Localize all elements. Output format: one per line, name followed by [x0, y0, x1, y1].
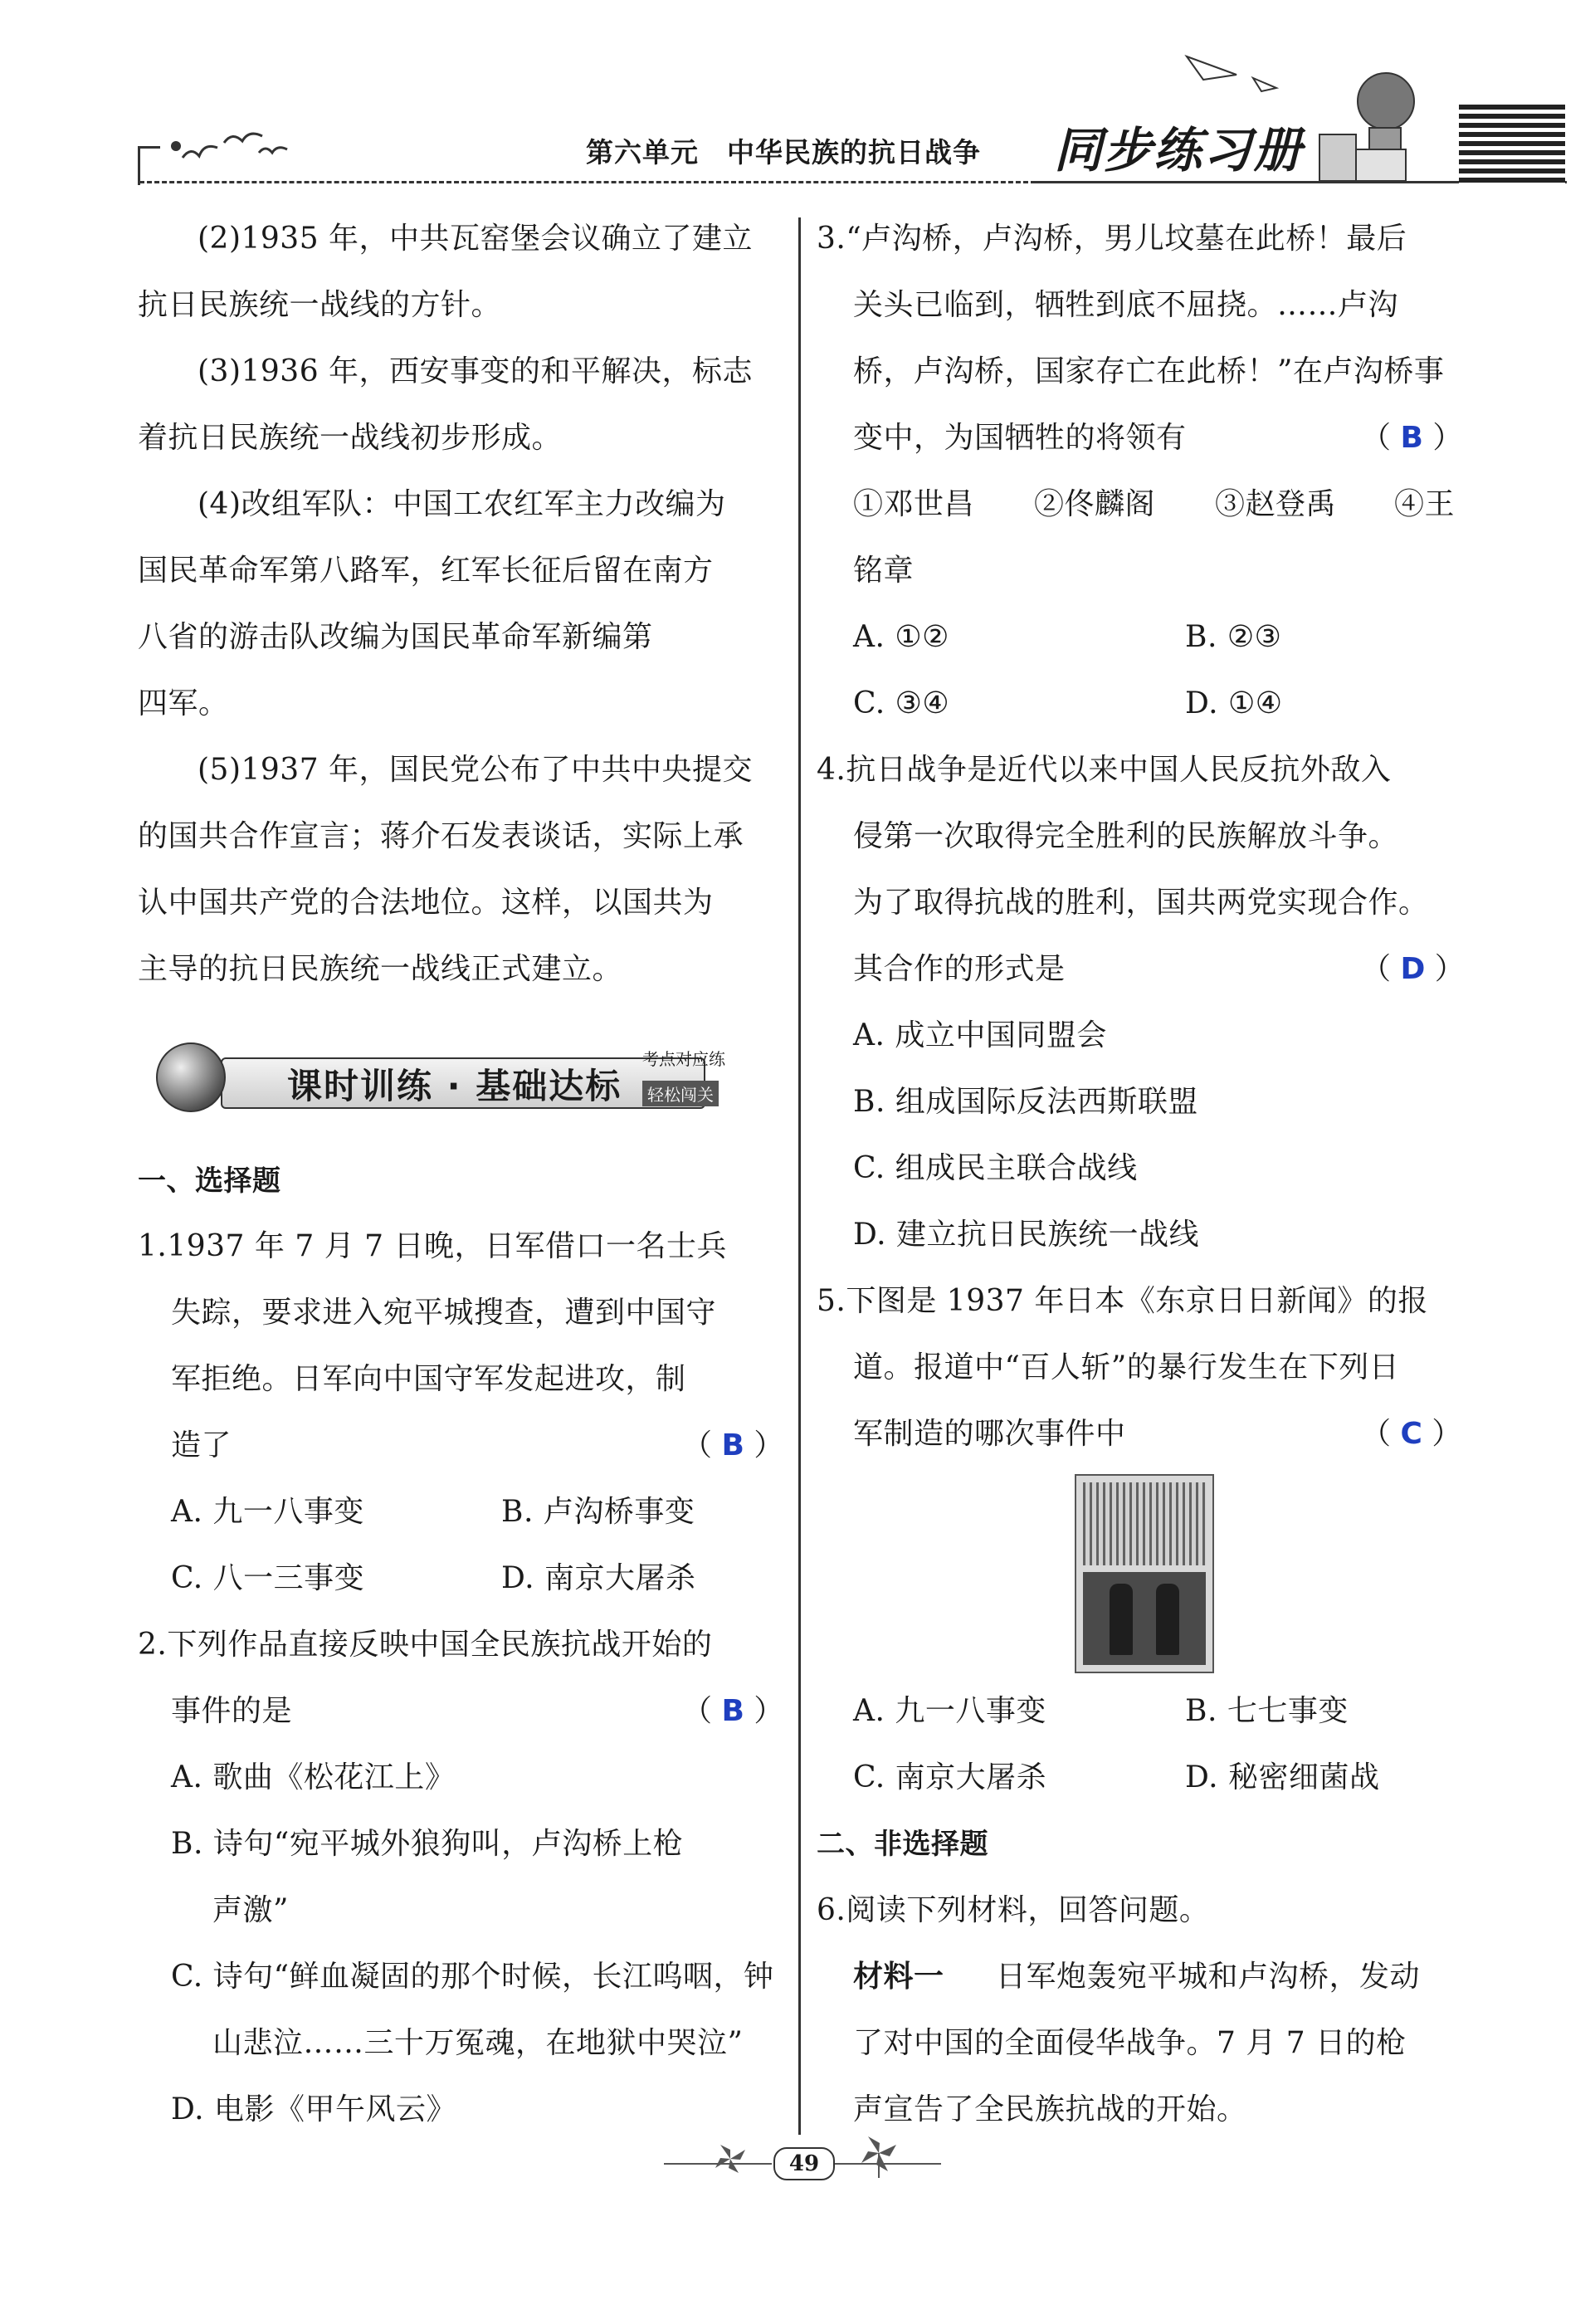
q2-option-a: A. 歌曲《松花江上》 — [171, 1760, 456, 1794]
q1-option-d: D. 南京大屠杀 — [501, 1561, 696, 1595]
photo-figure-left — [1110, 1584, 1133, 1655]
q5-line-3: 军制造的哪次事件中 — [853, 1417, 1126, 1451]
q6-intro: 6.阅读下列材料，回答问题。 — [817, 1893, 1210, 1927]
q3-option-c: C. ③④ — [853, 686, 950, 720]
q3-line-2: 关头已临到，牺牲到底不屈挠。……卢沟 — [853, 288, 1399, 322]
section-banner — [141, 1039, 778, 1116]
q4-option-a: A. 成立中国同盟会 — [853, 1018, 1107, 1052]
q1-answer: （ B ） — [682, 1428, 784, 1462]
q3-item-2: ②佟麟阁 — [1034, 487, 1156, 521]
q3-line-3: 桥，卢沟桥，国家存亡在此桥！”在卢沟桥事 — [853, 354, 1445, 388]
q5-line-2: 道。报道中“百人斩”的暴行发生在下列日 — [853, 1350, 1400, 1384]
q1-option-a: A. 九一八事变 — [171, 1495, 364, 1529]
q1-option-c: C. 八一三事变 — [171, 1561, 365, 1595]
paragraph-5-line-2: 的国共合作宣言；蒋介石发表谈话，实际上承 — [138, 819, 744, 853]
q3-item-4: ④王 — [1394, 487, 1456, 521]
banner-subtitle-1: 考点对应练 — [642, 1049, 725, 1069]
q2-answer-value: B — [721, 1694, 744, 1728]
q3-line-4: 变中，为国牺牲的将领有 — [853, 421, 1187, 455]
paper-plane-globe-icon — [1178, 42, 1427, 183]
paragraph-2-line-1: (2)1935 年，中共瓦窑堡会议确立了建立 — [198, 222, 754, 256]
q5-line-1: 5.下图是 1937 年日本《东京日日新闻》的报 — [817, 1284, 1428, 1318]
newspaper-photo-block — [1083, 1572, 1206, 1665]
paragraph-4-line-3: 八省的游击队改编为国民革命军新编第 — [138, 620, 653, 654]
q2-option-b-line-2: 声激” — [212, 1893, 289, 1927]
q2-line-1: 2.下列作品直接反映中国全民族抗战开始的 — [138, 1628, 713, 1662]
pinwheel-icon-left — [705, 2138, 755, 2180]
page-number: 49 — [773, 2147, 835, 2180]
paragraph-5-line-3: 认中国共产党的合法地位。这样，以国共为 — [138, 886, 714, 920]
q6-material-label: 材料一 — [853, 1960, 944, 1994]
banner-subtitle-2: 轻松闯关 — [642, 1081, 719, 1106]
paragraph-4-line-2: 国民革命军第八路军，红军长征后留在南方 — [138, 554, 714, 588]
unit-title: 第六单元 中华民族的抗日战争 — [586, 136, 981, 168]
q2-option-b-line-1: B. 诗句“宛平城外狼狗叫，卢沟桥上枪 — [171, 1827, 684, 1861]
q5-option-c: C. 南京大屠杀 — [853, 1760, 1047, 1794]
q4-line-3: 为了取得抗战的胜利，国共两党实现合作。 — [853, 886, 1429, 920]
q3-answer: （ B ） — [1361, 421, 1463, 455]
q2-option-c-line-2: 山悲泣……三十万冤魂，在地狱中哭泣” — [212, 2026, 744, 2060]
q6-material-line-1: 日军炮轰宛平城和卢沟桥，发动 — [996, 1960, 1421, 1994]
q4-option-c: C. 组成民主联合战线 — [853, 1151, 1138, 1185]
q4-answer-value: D — [1400, 952, 1426, 986]
paragraph-4-line-4: 四军。 — [138, 686, 229, 720]
q3-option-d: D. ①④ — [1185, 686, 1283, 720]
column-divider — [798, 217, 801, 2135]
paragraph-2-line-2: 抗日民族统一战线的方针。 — [138, 288, 502, 322]
q4-answer: （ D ） — [1361, 952, 1465, 986]
q3-option-a: A. ①② — [853, 620, 949, 654]
q3-line-1: 3.“卢沟桥，卢沟桥，男儿坟墓在此桥！最后 — [817, 222, 1407, 256]
q6-material-line-2: 了对中国的全面侵华战争。7 月 7 日的枪 — [853, 2026, 1407, 2060]
newspaper-headline-block — [1083, 1482, 1206, 1565]
q3-item-3: ③赵登禹 — [1215, 487, 1337, 521]
paragraph-5-line-1: (5)1937 年，国民党公布了中共中央提交 — [198, 753, 754, 787]
q1-line-3: 军拒绝。日军向中国守军发起进攻，制 — [171, 1362, 686, 1396]
banner-title: 课时训练 · 基础达标 — [287, 1066, 622, 1106]
pinwheel-icon-right — [850, 2130, 908, 2180]
q1-line-4: 造了 — [171, 1428, 232, 1462]
section-nonchoice-title: 二、非选择题 — [817, 1828, 988, 1861]
q2-option-d: D. 电影《甲午风云》 — [171, 2092, 456, 2126]
paragraph-3-line-2: 着抗日民族统一战线初步形成。 — [138, 421, 563, 455]
globe-icon — [156, 1042, 226, 1112]
q4-option-b: B. 组成国际反法西斯联盟 — [853, 1085, 1198, 1119]
q4-option-d: D. 建立抗日民族统一战线 — [853, 1218, 1199, 1252]
q4-line-4: 其合作的形式是 — [853, 952, 1066, 986]
q1-line-2: 失踪，要求进入宛平城搜查，遭到中国守 — [171, 1296, 717, 1330]
header-stripes — [1459, 105, 1565, 184]
header-dashed-rule — [139, 181, 1036, 183]
q1-answer-value: B — [721, 1428, 744, 1462]
q6-material-line-3: 声宣告了全民族抗战的开始。 — [853, 2092, 1247, 2126]
paragraph-3-line-1: (3)1936 年，西安事变的和平解决，标志 — [198, 354, 754, 388]
q4-line-1: 4.抗日战争是近代以来中国人民反抗外敌入 — [817, 753, 1392, 787]
birds-icon — [166, 124, 315, 174]
section-choice-title: 一、选择题 — [138, 1164, 281, 1198]
q3-answer-value: B — [1400, 421, 1423, 455]
q5-answer: （ C ） — [1361, 1417, 1462, 1451]
q5-option-d: D. 秘密细菌战 — [1185, 1760, 1380, 1794]
q4-line-2: 侵第一次取得完全胜利的民族解放斗争。 — [853, 819, 1399, 853]
q2-line-2: 事件的是 — [171, 1694, 293, 1728]
q3-item-1: ①邓世昌 — [853, 487, 975, 521]
paragraph-4-line-1: (4)改组军队：中国工农红军主力改编为 — [198, 487, 726, 521]
q5-option-a: A. 九一八事变 — [853, 1694, 1046, 1728]
q2-answer: （ B ） — [682, 1694, 784, 1728]
header-corner-bracket — [138, 146, 160, 185]
newspaper-photo — [1075, 1474, 1214, 1673]
q5-answer-value: C — [1400, 1417, 1422, 1451]
q5-option-b: B. 七七事变 — [1185, 1694, 1349, 1728]
q1-line-1: 1.1937 年 7 月 7 日晚，日军借口一名士兵 — [138, 1229, 727, 1263]
book-title: 同步练习册 — [1054, 122, 1304, 178]
q2-option-c-line-1: C. 诗句“鲜血凝固的那个时候，长江呜咽，钟 — [171, 1960, 774, 1994]
q3-option-b: B. ②③ — [1185, 620, 1282, 654]
q3-item-4-cont: 铭章 — [853, 554, 915, 588]
paragraph-5-line-4: 主导的抗日民族统一战线正式建立。 — [138, 952, 623, 986]
q1-option-b: B. 卢沟桥事变 — [501, 1495, 695, 1529]
photo-figure-right — [1156, 1584, 1179, 1655]
